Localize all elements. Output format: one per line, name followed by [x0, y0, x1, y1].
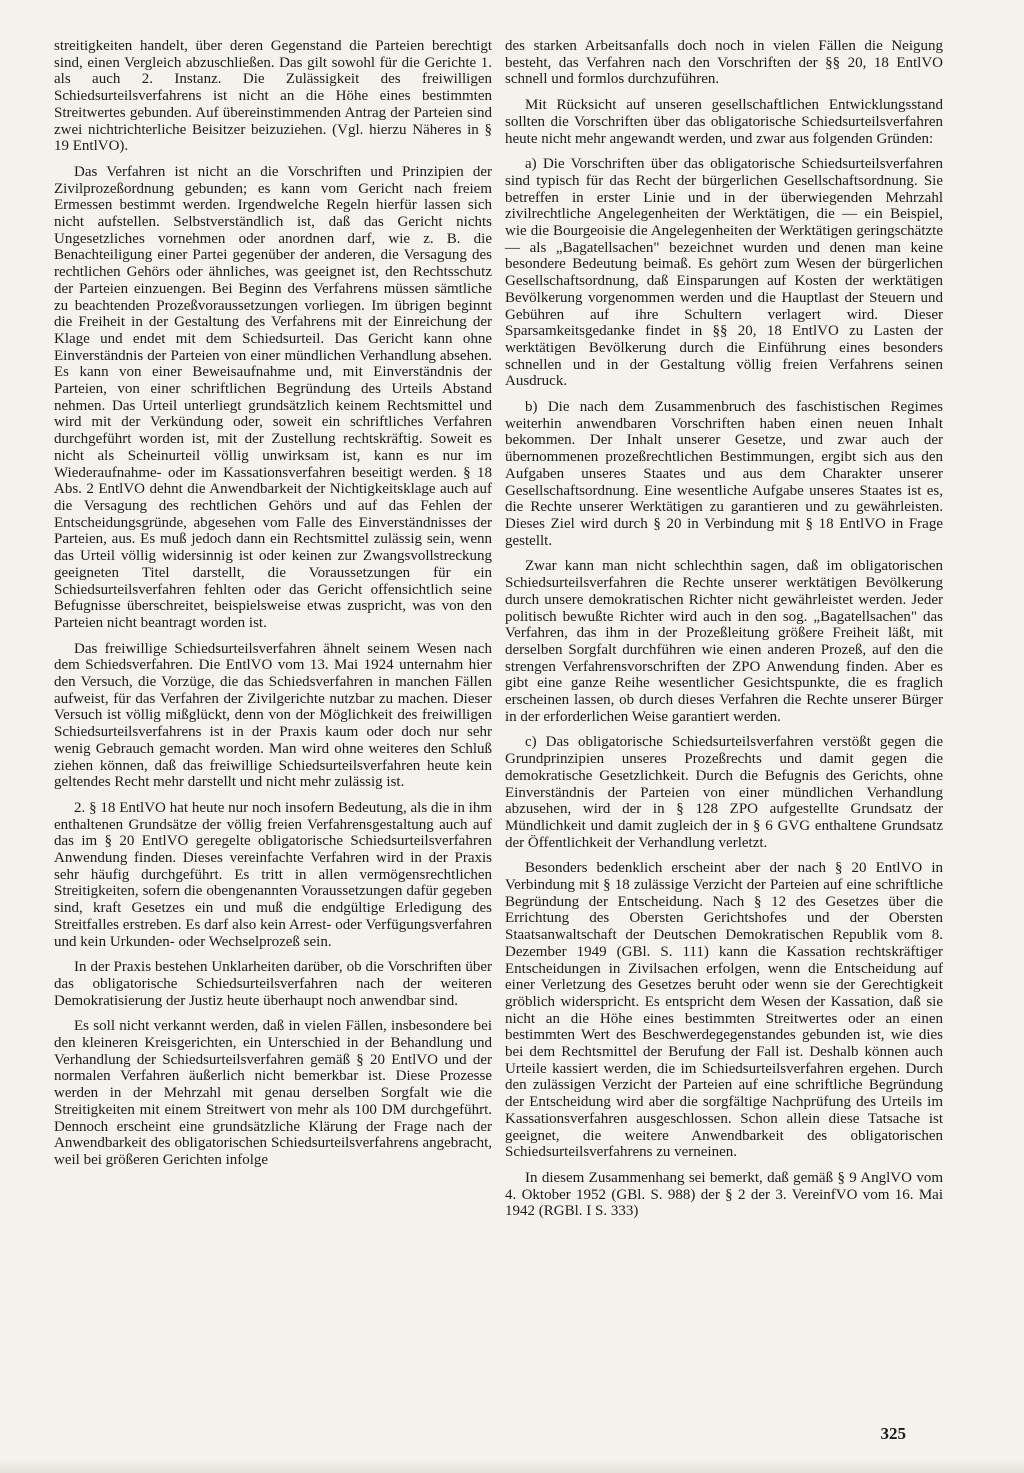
paragraph: b) Die nach dem Zusammenbruch des faschistischen Regimes weiterhin anwendbaren Vorschriften haben einen neuen Inhalt bekommen. Der Inhalt unserer Gesetze, und zwar auch der übernommenen prozeßrechtlichen Bestimmungen, ergibt sich aus den Aufgaben unseres Staates und aus dem Charakter unserer Gesellschaftsordnung. Eine wesentliche Aufgabe unseres Staates ist es, die Rechte unserer Werktätigen zu garantieren und zu gewährleisten. Dieses Ziel wird durch § 20 in Verbindung mit § 18 EntlVO in Frage gestellt. — [505, 399, 943, 549]
paragraph: Das freiwillige Schiedsurteilsverfahren ähnelt seinem Wesen nach dem Schiedsverfahren. Die EntlVO vom 13. Mai 1924 unternahm hier den Versuch, die Vorzüge, die das Schiedsverfahren in manchen Fällen aufweist, für das Verfahren der Zivilgerichte nutzbar zu machen. Dieser Versuch ist völlig mißglückt, denn von der Möglichkeit des freiwilligen Schiedsurteilsverfahrens ist in der Praxis kaum oder doch nur sehr wenig Gebrauch gemacht worden. Man wird ohne weiteres den Schluß ziehen können, daß das freiwillige Schiedsurteilsverfahren heute kein geltendes Recht mehr darstellt und nicht mehr zulässig ist. — [54, 640, 492, 791]
paragraph: streitigkeiten handelt, über deren Gegenstand die Parteien berechtigt sind, einen Vergleich abzuschließen. Das gilt sowohl für die Gerichte 1. als auch 2. Instanz. Die Zulässigkeit des freiwilligen Schiedsurteilsverfahrens ist nicht an die Höhe eines bestimmten Streitwertes gebunden. Auf übereinstimmenden Antrag der Parteien sind zwei nichtrichterliche Beisitzer beizuziehen. (Vgl. hierzu Näheres in § 19 EntlVO). — [54, 38, 492, 155]
paragraph: Zwar kann man nicht schlechthin sagen, daß im obligatorischen Schiedsurteilsverfahren die Rechte unserer werktätigen Bevölkerung durch unsere demokratischen Richter nicht gewährleistet werden. Jeder politisch bewußte Richter wird auch in den sog. „Bagatellsachen" das Verfahren, das ihm in der Prozeßleitung größere Freiheit läßt, mit derselben Sorgfalt durchführen wie einen anderen Prozeß, auf den die strengen Verfahrensvorschriften der ZPO Anwendung finden. Aber es gibt eine ganze Reihe wesentlicher Gesichtspunkte, die es fraglich erscheinen lassen, ob durch dieses Verfahren die Rechte unserer Bürger in der erforderlichen Weise garantiert werden. — [505, 558, 943, 725]
paragraph: 2. § 18 EntlVO hat heute nur noch insofern Bedeutung, als die in ihm enthaltenen Grundsätze der völlig freien Verfahrensgestaltung auch auf das im § 20 EntlVO geregelte obligatorische Schiedsurteilsverfahren Anwendung finden. Dieses vereinfachte Verfahren wird in der Praxis sehr häufig durchgeführt. Es tritt in allen vermögensrechtlichen Streitigkeiten, sofern die obengenannten Voraussetzungen dafür gegeben sind, kraft Gesetzes ein und muß die endgültige Erledigung des Streitfalles erstreben. Es darf also kein Arrest- oder Verfügungsverfahren und kein Urkunden- oder Wechselprozeß sein. — [54, 799, 492, 950]
paragraph: Mit Rücksicht auf unseren gesellschaftlichen Entwicklungsstand sollten die Vorschriften über das obligatorische Schiedsurteilsverfahren heute nicht mehr angewandt werden, und zwar aus folgenden Gründen: — [505, 97, 943, 147]
page-edge-shadow — [0, 1459, 1024, 1473]
paragraph: Das Verfahren ist nicht an die Vorschriften und Prinzipien der Zivilprozeßordnung gebunden; es kann vom Gericht nach freiem Ermessen bestimmt werden. Irgendwelche Regeln hierfür lassen sich nicht aufstellen. Selbstverständlich ist, daß das Gericht nichts Ungesetzliches vornehmen oder anordnen darf, wie z. B. die Benachteiligung einer Partei gegenüber der anderen, die Versagung des rechtlichen Gehörs oder ähnliches, was geeignet ist, den Rechtsschutz der Parteien einzuengen. Bei Beginn des Verfahrens müssen sämtliche zu beachtenden Prozeßvoraussetzungen vorliegen. Im übrigen beginnt die Freiheit in der Gestaltung des Verfahrens mit der Einreichung der Klage und endet mit dem Schiedsurteil. Das Gericht kann ohne Einverständnis der Parteien von einer mündlichen Verhandlung absehen. Es kann von einer Beweisaufnahme und, mit Einverständnis der Parteien, von einer schriftlichen Begründung des Urteils Abstand nehmen. Das Urteil unterliegt grundsätzlich keinem Rechtsmittel und wird mit der Verkündung oder, soweit ein schriftliches Verfahren durchgeführt worden ist, mit der Zustellung rechtskräftig. Soweit es nicht als Scheinurteil völlig unwirksam ist, kann es nur im Wiederaufnahme- oder im Kassationsverfahren beseitigt werden. § 18 Abs. 2 EntlVO dehnt die Anwendbarkeit der Nichtigkeitsklage auch auf die Versagung des rechtlichen Gehörs und auf das Fehlen der Entscheidungsgründe, abgesehen vom Falle des Einverständnisses der Parteien, aus. Es muß jedoch dann ein Rechtsmittel zulässig sein, wenn das Urteil völlig widersinnig ist oder keinen zur Zwangsvollstreckung geeigneten Titel darstellt, die Voraussetzungen für ein Schiedsurteilsverfahren fehlten oder das Gericht offensichtlich seine Befugnisse überschreitet, beispielsweise etwas zuspricht, was von den Parteien nicht beantragt worden ist. — [54, 163, 492, 631]
page-number: 325 — [880, 1424, 906, 1443]
paragraph: des starken Arbeitsanfalls doch noch in vielen Fällen die Neigung besteht, das Verfahren nach den Vorschriften der §§ 20, 18 EntlVO schnell und formlos durchzuführen. — [505, 38, 943, 88]
right-column — [505, 38, 943, 1229]
paragraph: Besonders bedenklich erscheint aber der nach § 20 EntlVO in Verbindung mit § 18 zulässige Verzicht der Parteien auf eine schriftliche Begründung der Entscheidung. Nach § 12 des Gesetzes über die Errichtung des Obersten Gerichtshofes und der Obersten Staatsanwaltschaft der Deutschen Demokratischen Republik vom 8. Dezember 1949 (GBl. S. 111) kann die Kassation rechtskräftiger Entscheidungen in Zivilsachen erfolgen, wenn die Entscheidung auf einer Verletzung des Gesetzes beruht oder wenn sie der Gerechtigkeit gröblich widerspricht. Es entspricht dem Wesen der Kassation, daß sie nicht an die Höhe eines bestimmten Streitwertes oder an einen bestimmten Wert des Beschwerdegegenstandes gebunden ist, wie dies bei dem Rechtsmittel der Berufung der Fall ist. Deshalb können auch Urteile kassiert werden, die im Schiedsurteilsverfahren ergehen. Durch den zulässigen Verzicht der Parteien auf eine schriftliche Begründung der Entscheidung wird aber die sorgfältige Nachprüfung des Urteils im Kassationsverfahren ausgeschlossen. Schon allein diese Tatsache ist geeignet, die weitere Anwendbarkeit des obligatorischen Schiedsurteilsverfahrens zu verneinen. — [505, 860, 943, 1161]
paragraph: Es soll nicht verkannt werden, daß in vielen Fällen, insbesondere bei den kleineren Kreisgerichten, ein Unterschied in der Behandlung und Verhandlung der Schiedsurteilsverfahren gemäß § 20 EntlVO und der normalen Verfahren äußerlich nicht bemerkbar ist. Diese Prozesse werden in der Mehrzahl mit genau derselben Sorgfalt wie die Streitigkeiten mit einem Streitwert von mehr als 100 DM durchgeführt. Dennoch erscheint eine grundsätzliche Klärung der Frage nach der Anwendbarkeit des obligatorischen Schiedsurteilsverfahrens angebracht, weil bei größeren Gerichten infolge — [54, 1018, 492, 1168]
paragraph: a) Die Vorschriften über das obligatorische Schiedsurteilsverfahren sind typisch für das Recht der bürgerlichen Gesellschaftsordnung. Sie betreffen in erster Linie und in der überwiegenden Mehrzahl zivilrechtliche Angelegenheiten der Werktätigen, die — ein Beispiel, wie die Bourgeoisie die Angelegenheiten der Werktätigen geringschätzte — als „Bagatellsachen" bezeichnet wurden und denen man keine besondere Bedeutung beimaß. Es gehört zum Wesen der bürgerlichen Gesellschaftsordnung, daß Einsparungen auf Kosten der werktätigen Bevölkerung vorgenommen werden und die Hauptlast der Steuern und Gebühren auf ihre Schultern verlagert wird. Dieser Sparsamkeitsgedanke findet in §§ 20, 18 EntlVO zu Lasten der werktätigen Bevölkerung durch die Einführung eines besonders schnellen und in der Gestaltung völlig freien Verfahrens seinen Ausdruck. — [505, 156, 943, 390]
paragraph: In diesem Zusammenhang sei bemerkt, daß gemäß § 9 AnglVO vom 4. Oktober 1952 (GBl. S. 988) der § 2 der 3. VereinfVO vom 16. Mai 1942 (RGBl. I S. 333) — [505, 1170, 943, 1220]
paragraph: In der Praxis bestehen Unklarheiten darüber, ob die Vorschriften über das obligatorische Schiedsurteilsverfahren nach der weiteren Demokratisierung der Justiz heute überhaupt noch anwendbar sind. — [54, 959, 492, 1009]
left-column — [54, 38, 492, 1178]
paragraph: c) Das obligatorische Schiedsurteilsverfahren verstößt gegen die Grundprinzipien unseres Prozeßrechts und damit gegen die demokratische Gesetzlichkeit. Durch die Befugnis des Gerichts, ohne Einverständnis der Parteien von einer mündlichen Verhandlung abzusehen, wird der in § 128 ZPO aufgestellte Grundsatz der Mündlichkeit und damit zugleich der in § 6 GVG enthaltene Grundsatz der Öffentlichkeit der Verhandlung verletzt. — [505, 734, 943, 851]
